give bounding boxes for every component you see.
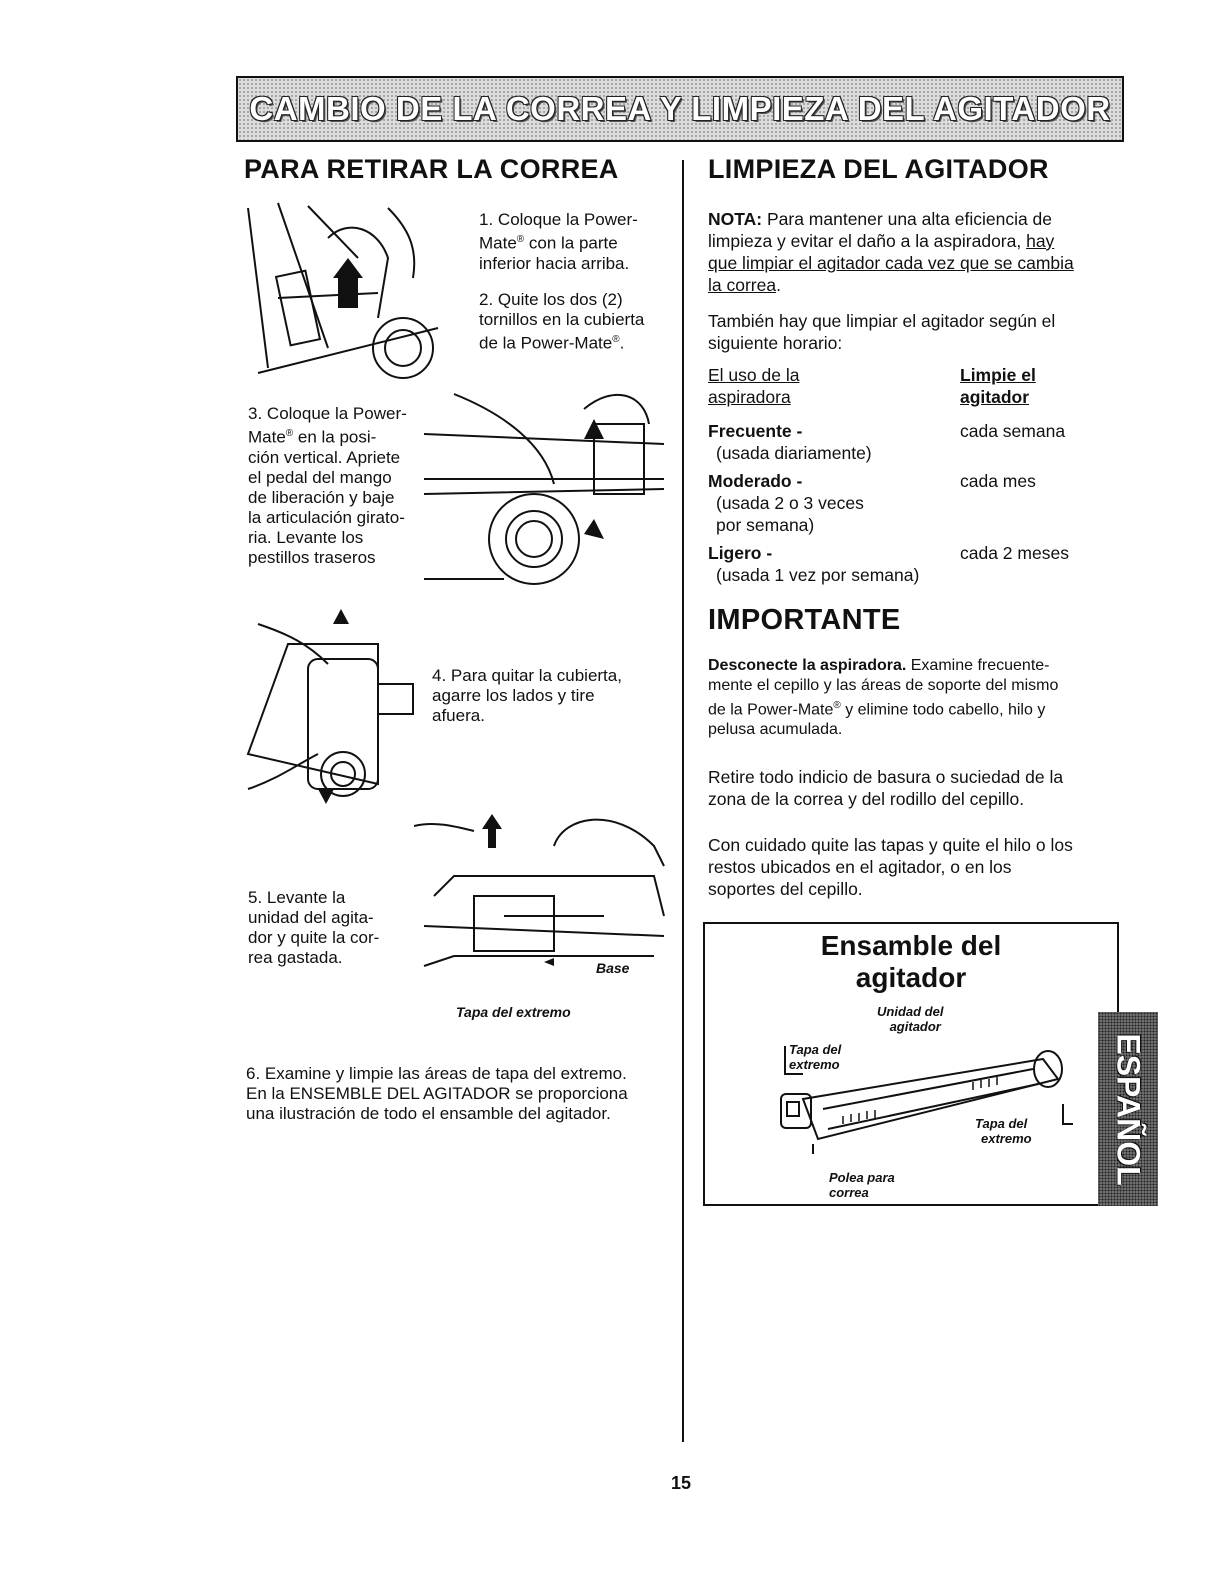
schedule-header-usage: El uso de la aspiradora [708, 365, 800, 407]
step-2-line-2: tornillos en la cubierta [479, 310, 645, 329]
section-banner [236, 76, 1124, 142]
schedule-freq-ligero: cada 2 meses [960, 543, 1069, 563]
pulley-label: Polea para correa [829, 1170, 895, 1200]
step-4-number: 4. [432, 666, 447, 685]
nota-paragraph: NOTA: Para mantener una alta eficiencia de limpieza y evitar el daño a la aspiradora, hay que limpiar el agitador cada vez que se cambia la correa. [708, 209, 1074, 295]
step-2-line-1: Quite los dos (2) [497, 290, 623, 309]
tambien-paragraph: También hay que limpiar el agitador según el siguiente horario: [708, 311, 1056, 353]
step-6-number: 6. [246, 1064, 261, 1083]
cuidado-paragraph: Con cuidado quite las tapas y quite el hilo o los restos ubicados en el agitador, o en los soportes del cepillo. [708, 835, 1073, 899]
illustration-remove-cover [238, 604, 438, 809]
banner-title: CAMBIO DE LA CORREA Y LIMPIEZA DEL AGITADOR [249, 90, 1111, 127]
step-4: 4. Para quitar la cubierta, agarre los lados y tire afuera. [432, 666, 622, 725]
left-end-cap-label: Tapa del extremo [789, 1042, 842, 1072]
language-tab-label: ESPAÑOL [1110, 1032, 1147, 1186]
assembly-title-line-1: Ensamble del [820, 930, 1002, 961]
schedule-row-ligero: Ligero - (usada 1 vez por semana) [708, 543, 920, 585]
right-heading: LIMPIEZA DEL AGITADOR [708, 154, 1049, 184]
base-label: Base [596, 960, 630, 976]
agitator-assembly-box [703, 922, 1119, 1206]
step-5: 5. Levante la unidad del agita- dor y quite la cor- rea gastada. [248, 888, 380, 967]
language-tab [1098, 1012, 1158, 1206]
page-number: 15 [671, 1473, 692, 1493]
unit-label: Unidad del agitador [877, 1004, 944, 1034]
registered-mark: ® [612, 334, 620, 345]
left-heading: PARA RETIRAR LA CORREA [244, 154, 619, 184]
illustration-agitator-unit [414, 806, 668, 998]
step-5-number: 5. [248, 888, 263, 907]
step-3: 3. Coloque la Power- Mate® en la posi- ción vertical. Apriete el pedal del mango de liberación y baje la articulación girato- ria. Levante los pestillos traseros [248, 404, 407, 567]
schedule-row-moderado: Moderado - (usada 2 o 3 veces por semana) [708, 471, 864, 535]
step-3-number: 3. [248, 404, 263, 423]
step-1-line-1: Coloque la Power- [497, 210, 638, 229]
illustration-powermate-upside-down [238, 198, 460, 386]
schedule-header-clean: Limpie el agitador [960, 365, 1036, 407]
step-1-line-2: Mate [479, 233, 517, 253]
step-1-number: 1. [479, 210, 494, 229]
important-heading: IMPORTANTE [708, 604, 901, 636]
retire-paragraph: Retire todo indicio de basura o suciedad de la zona de la correa y del rodillo del cepillo. [708, 767, 1064, 809]
registered-mark: ® [516, 234, 525, 245]
step-6: 6. Examine y limpie las áreas de tapa del extremo. En la ENSEMBLE DEL AGITADOR se proporciona una ilustración de todo el ensamble del agitador. [246, 1064, 628, 1123]
schedule-freq-moderado: cada mes [960, 471, 1036, 491]
illustration-powermate-upright [424, 384, 669, 594]
step-1 [479, 210, 679, 274]
important-paragraph: Desconecte la aspiradora. Examine frecuente- mente el cepillo y las áreas de soporte del mismo de la Power-Mate® y elimine todo cabello, hilo y pelusa acumulada. [708, 657, 1059, 739]
right-end-cap-label: Tapa del extremo [975, 1116, 1032, 1146]
assembly-title-line-2: agitador [855, 962, 967, 993]
schedule-row-frecuente: Frecuente - (usada diariamente) [708, 421, 872, 463]
agitator-illustration [773, 1044, 1073, 1154]
column-divider [682, 160, 684, 1442]
step-2: 2. Quite los dos (2) tornillos en la cubierta de la Power-Mate®. [479, 290, 645, 353]
step-1-line-3: inferior hacia arriba. [479, 253, 630, 273]
step-2-line-3: de la Power-Mate [479, 333, 613, 353]
schedule-freq-frecuente: cada semana [960, 421, 1066, 441]
step-2-number: 2. [479, 290, 494, 309]
nota-label: NOTA: [708, 209, 763, 229]
step-1-line-2-rest: con la parte [524, 233, 618, 253]
end-cap-caption: Tapa del extremo [456, 1004, 571, 1020]
